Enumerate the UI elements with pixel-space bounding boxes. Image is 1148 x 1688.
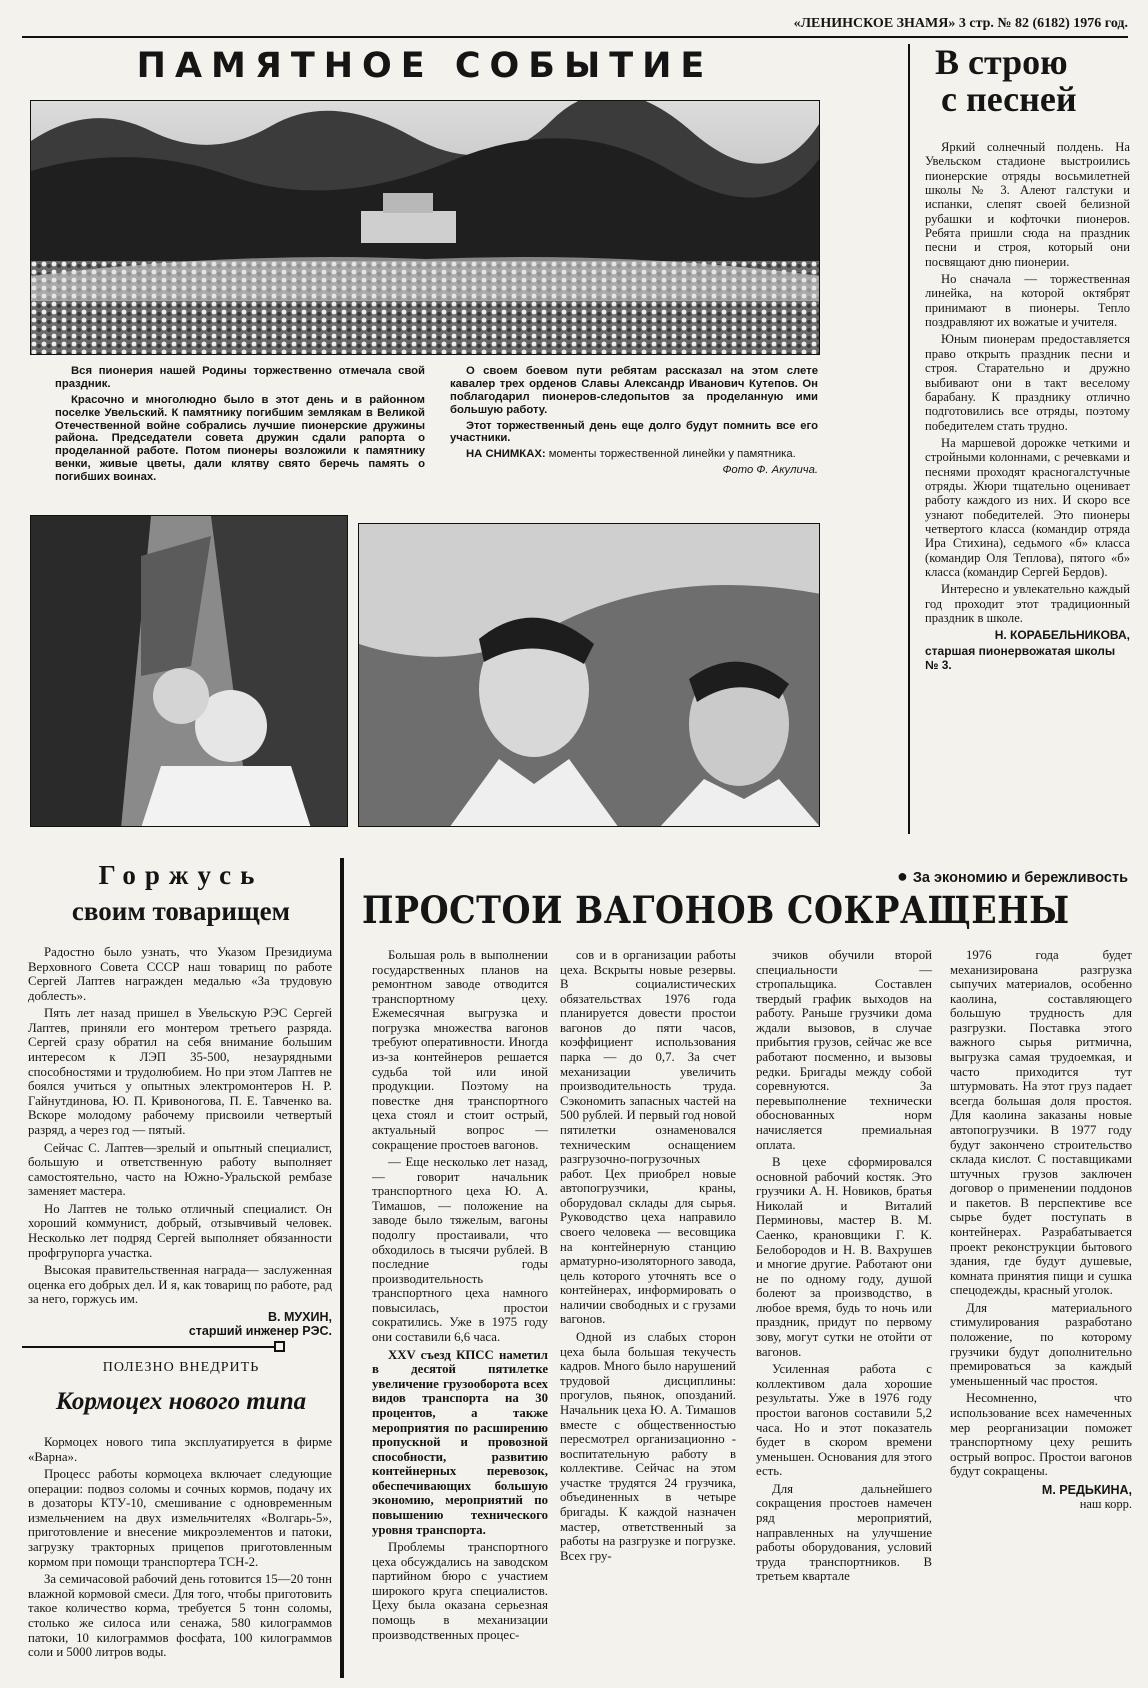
wagons-author: М. РЕДЬКИНА,: [1041, 1482, 1132, 1497]
wagons-col4: 1976 года будет механизирована разгрузка сыпучих материалов, особенно каолина, составляющего большую трудность для разгрузки. Поставка этого важного сырья ритмична, выгрузка самая трудоемкая, и часто приходится тут штурмовать. На этот груз падает всегда большая доля простоя. Для каолина заказаны новые автопогрузчики. В 1977 году будут закончено строительство склада кислот. С поставщиками штучных грузов заключен договор о применении поддонов и пакетов. В перспективе все сырье будет поступать в контейнерах. Разрабатывается проект реконструкции бытового здания, где будут душевые, комната принятия пищи и сушка спецодежды, красный уголок. Для материального стимулирования разработано положение, по которому грузчики будут дополнительно премироваться за каждый уменьшенный час простоя. Несомненно, что использование всех намеченных мер реорганизации поможет транспортному цеху решить острый вопрос. Простои вагонов будут сокращены. М. РЕДЬКИНА, наш корр.: [950, 948, 1132, 1512]
event-photo-top: [30, 100, 820, 355]
proud-author: В. МУХИН,: [268, 1309, 332, 1324]
wagons-col1: Большая роль в выполнении государственных планов на ремонтном заводе отводится транспортному цеху. Ежемесячная выгрузка и погрузка множества вагонов требуют оперативности. Иногда из-за контейнеров решается судьба той или иной продукции. Поэтому на повестке дня транспортного цеха стоял и стоит острый, актуальный вопрос — сокращение простоев вагонов. — Еще несколько лет назад, — говорит начальник транспортного цеха Ю. А. Тимашов, — положение на заводе было тяжелым, вагоны подолгу простаивали, что обходилось в тысячи рублей. В последние годы производительность транспортного цеха намного повысилась, простои сократились. Уже в 1975 году они составили 6,6 часа. XXV съезд КПСС наметил в десятой пятилетке увеличение грузооборота всех видов транспорта на 30 процентов, а также мероприятия по расширению пропускной и провозной способности, развитию контейнерных перевозок, обеспечивающих большую экономию, мероприятий по повышению технического уровня транспорта. Проблемы транспортного цеха обсуждались на заводском партийном бюро с участием широкого круга специалистов. Цеху была оказана серьезная помощь в механизации производственных процес-: [372, 948, 548, 1642]
feed-title: Кормоцех нового типа: [55, 1388, 307, 1415]
photo-credit: Фото Ф. Акулича.: [722, 464, 818, 477]
song-title: В строю с песней: [935, 42, 1077, 119]
wagons-col2: сов и в организации работы цеха. Вскрыты новые резервы. В социалистических обязательствах 1976 года планируется довести простои вагонов до пяти часов, коэффициент использования парка — до 0,7. За счет механизации увеличить производительность труда. Сэкономить запасных частей на 500 рублей. И первый год новой пятилетки ознаменовался техническим оснащением разгрузочно-погрузочных работ. Цех приобрел новые автопогрузчики, краны, оборудовал склады для сырья. Руководство цеха направило своего человека — весовщика на контейнерную станцию арматурно-изоляторного завода, цель которого уточнять все о контейнерах, информировать о наличии свободных и с грузами вагонов. Одной из слабых сторон цеха была большая текучесть кадров. Много было нарушений трудовой дисциплины: прогулов, пьянок, опозданий. Начальник цеха Ю. А. Тимашов вместе с общественностью пересмотрел организационно - воспитательную работу в коллективе. Сейчас на этом участке трудятся 24 грузчика, объединенных в четыре бригады. К каждой назначен мастер, ответственный за работы на разгрузке и погрузке. Всех гру-: [560, 948, 736, 1563]
song-author-role: старшая пионервожатая школы № 3.: [925, 644, 1116, 672]
proud-title-line2: своим товарищем: [71, 896, 291, 926]
song-article: Яркий солнечный полдень. На Увельском стадионе выстроились пионерские отряды восьмилетней школы № 3. Алеют галстуки и испанки, слепят своей белизной рубашки и кофточки пионеров. Ребята пришли сюда на праздник песни и строя, который они посвящают дню пионерии. Но сначала — торжественная линейка, на которой октябрят принимают в пионеры. Тепло поздравляют их вожатые и учителя. Юным пионерам предоставляется право открыть праздник песни и строя. Старательно и дружно выбивают они в такт веселому барабану. К празднику отлично подготовились все отряды, поэтому победителем стать трудно. На маршевой дорожке четкими и стройными колоннами, с речевками и песнями проходят красногалстучные отряды. Жюри тщательно оценивает работу каждого из них. И скоро все узнают победителей. Это пионеры четвертого класса (командир отряда Ира Стихина), седьмого «б» класса (командир Оля Теплова), пятого «б» класса (командир Сергей Бердов). Интересно и увлекательно каждый год проходит этот традиционный праздник в школе. Н. КОРАБЕЛЬНИКОВА, старшая пионервожатая школы № 3.: [925, 140, 1130, 672]
newspaper-header: «ЛЕНИНСКОЕ ЗНАМЯ» 3 стр. № 82 (6182) 1976 год.: [793, 16, 1128, 31]
event-title: ПАМЯТНОЕ СОБЫТИЕ: [136, 46, 714, 86]
event-caption-left: Вся пионерия нашей Родины торжественно отмечала свой праздник. Красочно и многолюдно было в этот день и в районном поселке Увельский. К памятнику погибшим землякам в Великой Отечественной войне собрались лучшие пионерские дружины района. Председатели совета дружин сдали рапорта о проделанной работе. Потом пионеры возложили к памятнику венки, живые цветы, дали клятву свято беречь память о погибших воинах.: [55, 365, 425, 483]
proud-title-line1: Горжусь: [98, 860, 264, 890]
event-caption-right: О своем боевом пути ребятам рассказал на этом слете кавалер трех орденов Славы Александр Иванович Кутепов. Он поблагодарил пионеров-следопытов за проделанную ими большую работу. Этот торжественный день еще долго будут помнить все его участники. НА СНИМКАХ: моменты торжественной линейки у памятника. Фото Ф. Акулича.: [450, 365, 818, 477]
wagons-col3: зчиков обучили второй специальности — стропальщика. Составлен твердый график выходов на работу. Раньше грузчики дома ждали вызовов, в случае прибытия грузов, сейчас же все работают посменно, и вызовы редки. Бригады между собой соревнуются. За перевыполнение технически обоснованных норм начисляется премиальная оплата. В цехе сформировался основной рабочий костяк. Это грузчики А. Н. Новиков, братья Николай и Виталий Перминовы, мастер В. М. Саенко, крановщики Г. К. Белобородов и Н. В. Вахрушев и многие другие. Работают они не по одному году, душой болеют за производство, в любое время, будь то ночь или праздник, придут по первому зову, могут сутки не отойти от вагонов. Усиленная работа с коллективом дала хорошие результаты. Уже в 1976 году простои вагонов составили 5,2 часа. Но и этот показатель будет в скором времени уменьшен. Основания для этого есть. Для дальнейшего сокращения простоев намечен ряд мероприятий, направленных на улучшение работы оборудования, условий труда транспортников. В третьем квартале: [756, 948, 932, 1584]
song-author: Н. КОРАБЕЛЬНИКОВА,: [994, 628, 1130, 643]
proud-author-role: старший инженер РЭС.: [188, 1324, 332, 1339]
feed-article: Кормоцех нового типа эксплуатируется в фирме «Варна». Процесс работы кормоцеха включает следующие операции: подвоз соломы и сочных кормов, подачу их в дозаторы КТУ-10, смешивание с одновременным измельчением на двух измельчителях «Волгарь-5», приготовление и внесение микроэлементов и патоки, загрузку тракторных прицепов приготовленным кормом при помощи транспортера ТСН-2. За семичасовой рабочий день готовится 15—20 тонн влажной кормовой смеси. Для того, чтобы приготовить такое количество корма, требуется 5 тонн соломы, столько же силоса или сенажа, 580 килограммов патоки, 10 килограммов фосфата, 100 килограммов соли и 5000 литров воды.: [28, 1435, 332, 1660]
event-photo-right: [358, 523, 820, 827]
wagons-rubric: ● За экономию и бережливость: [896, 866, 1128, 886]
feed-rubric: ПОЛЕЗНО ВНЕДРИТЬ: [102, 1360, 260, 1375]
event-photo-left: [30, 515, 348, 827]
wagons-title: ПРОСТОИ ВАГОНОВ СОКРАЩЕНЫ: [362, 888, 1070, 932]
wagons-author-role: наш корр.: [1079, 1497, 1132, 1512]
proud-article: Радостно было узнать, что Указом Президиума Верховного Совета СССР наш товарищ по работе Сергей Лаптев награжден медалью «За трудовую доблесть». Пять лет назад пришел в Увельскую РЭС Сергей Лаптев, приняли его монтером третьего разряда. Сергей сразу обратил на себя внимание большим интересом к ЛЭП 35-500, незаурядными способностями и трудолюбием. Но при этом Лаптев не боялся учиться у опытных электромонтеров Н. Р. Гайнутдинова, Ю. П. Кривоногова, П. Е. Тавченко ва. Вскоре молодому рабочему присвоили четвертый разряд, а через год — пятый. Сейчас С. Лаптев—зрелый и опытный специалист, большую и ответственную работу выполняет самостоятельно, часто на Южно-Уральской рембазе заменяет мастера. Но Лаптев не только отличный специалист. Он хороший коммунист, добрый, отзывчивый человек. Несколько лет подряд Сергей выполняет обязанности профгрупорга участка. Высокая правительственная награда— заслуженная оценка его добрых дел. И я, как товарищ по работе, рад за него, горжусь им. В. МУХИН, старший инженер РЭС.: [28, 945, 332, 1339]
